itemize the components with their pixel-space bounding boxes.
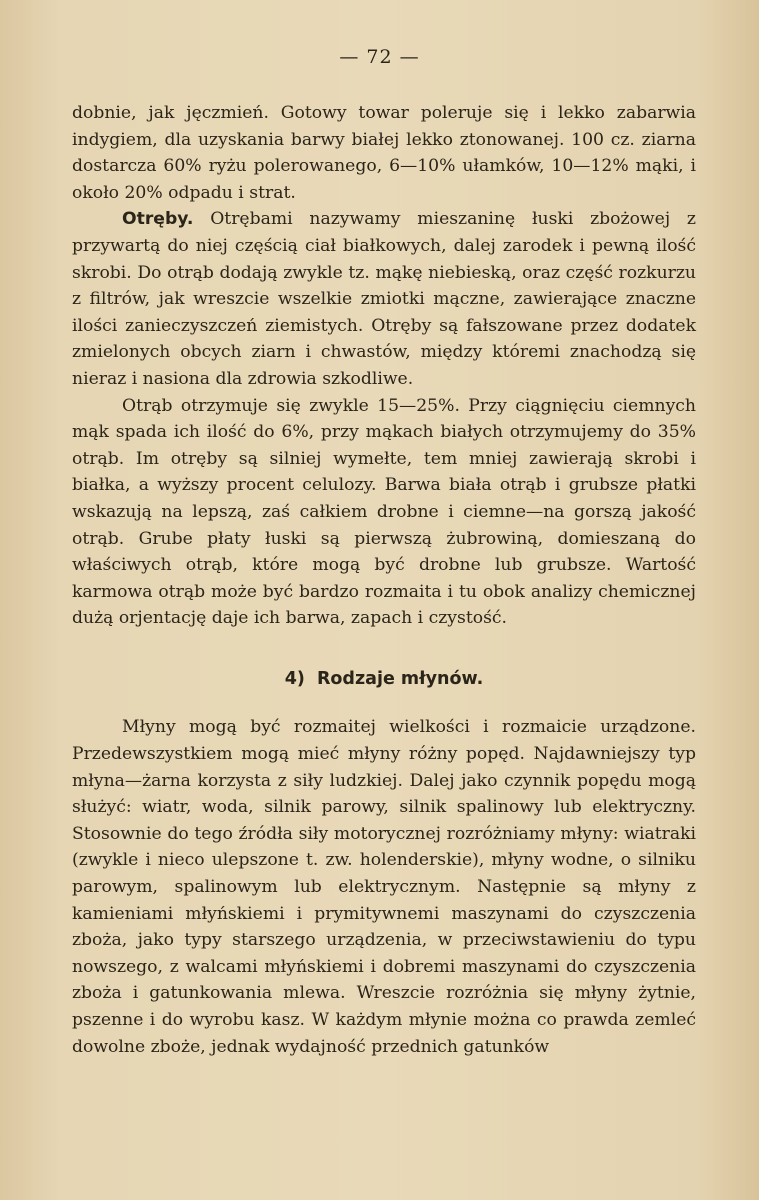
paragraph-text: Otrąb otrzymuje się zwykle 15—25%. Przy ciągnięciu ciemnych mąk spada ich ilość do 6%, przy mąkach białych otrzymujemy do 35% otrąb. Im otręby są silniej wymełte, tem mniej zawierają skrobi i białka, a wyższy procent celulozy. Barwa biała otrąb i grubsze płatki wskazują na lepszą, zaś całkiem drobne i ciemne—na gorszą jakość otrąb. Grube płaty łuski są pierwszą żubrowiną, domieszaną do właściwych otrąb, które mogą być drobne lub grubsze. Wartość karmowa otrąb może być bardzo rozmaita i tu obok analizy chemicznej dużą orjentację daje ich barwa, zapach i czystość. (72, 395, 696, 629)
paragraph-heading: Otręby. (122, 209, 194, 230)
paragraph-otreby (72, 206, 696, 392)
paragraph-text: Młyny mogą być rozmaitej wielkości i rozmaicie urządzone. Przedewszystkiem mogą mieć młyny różny popęd. Najdawniejszy typ młyna—żarna korzysta z siły ludzkiej. Dalej jako czynnik popędu mogą służyć: wiatr, woda, silnik parowy, silnik spalinowy lub elektryczny. Stosownie do tego źródła siły motorycznej rozróżniamy młyny: wiatraki (zwykle i nieco ulepszone t. zw. holenderskie), młyny wodne, o silniku parowym, spalinowym lub elektrycznym. Następnie są młyny z kamieniami młyńskiemi i prymitywnemi maszynami do czyszczenia zboża, jako typy starszego urządzenia, w przeciwstawieniu do typu nowszego, z walcami młyńskiemi i dobremi maszynami do czyszczenia zboża i gatunkowania mlewa. Wreszcie rozróżnia się młyny żytnie, pszenne i do wyrobu kasz. W każdym młynie można co prawda zemleć dowolne zboże, jednak wydajność przednich gatunków (72, 717, 696, 1057)
paragraph-text: dobnie, jak jęczmień. Gotowy towar poleruje się i lekko zabarwia indygiem, dla uzyskania barwy białej lekko ztonowanej. 100 cz. ziarna dostarcza 60% ryżu polerowanego, 6—10% ułamków, 10—12% mąki, i około 20% odpadu i strat. (72, 103, 696, 203)
page-body (72, 100, 696, 1060)
page-number: — 72 — (339, 46, 420, 68)
section-heading (72, 666, 696, 693)
section-number: 4) (284, 668, 305, 689)
paragraph-otrab-yield (72, 393, 696, 632)
paragraph-text: Otrębami nazywamy mieszaninę łuski zbożowej z przywartą do niej częścią ciał białkowych, dalej zarodek i pewną ilość skrobi. Do otrąb dodają zwykle tz. mąkę niebieską, oraz część rozkurzu z filtrów, jak wreszcie wszelkie zmiotki mączne, zawierające znaczne ilości zanieczyszczeń ziemistych. Otręby są fałszowane przez dodatek zmielonych obcych ziarn i chwastów, między któremi znachodzą się nieraz i nasiona dla zdrowia szkodliwe. (72, 209, 696, 389)
paragraph-continuation (72, 100, 696, 206)
section-title: Rodzaje młynów. (316, 668, 484, 689)
paragraph-mill-types (72, 714, 696, 1060)
